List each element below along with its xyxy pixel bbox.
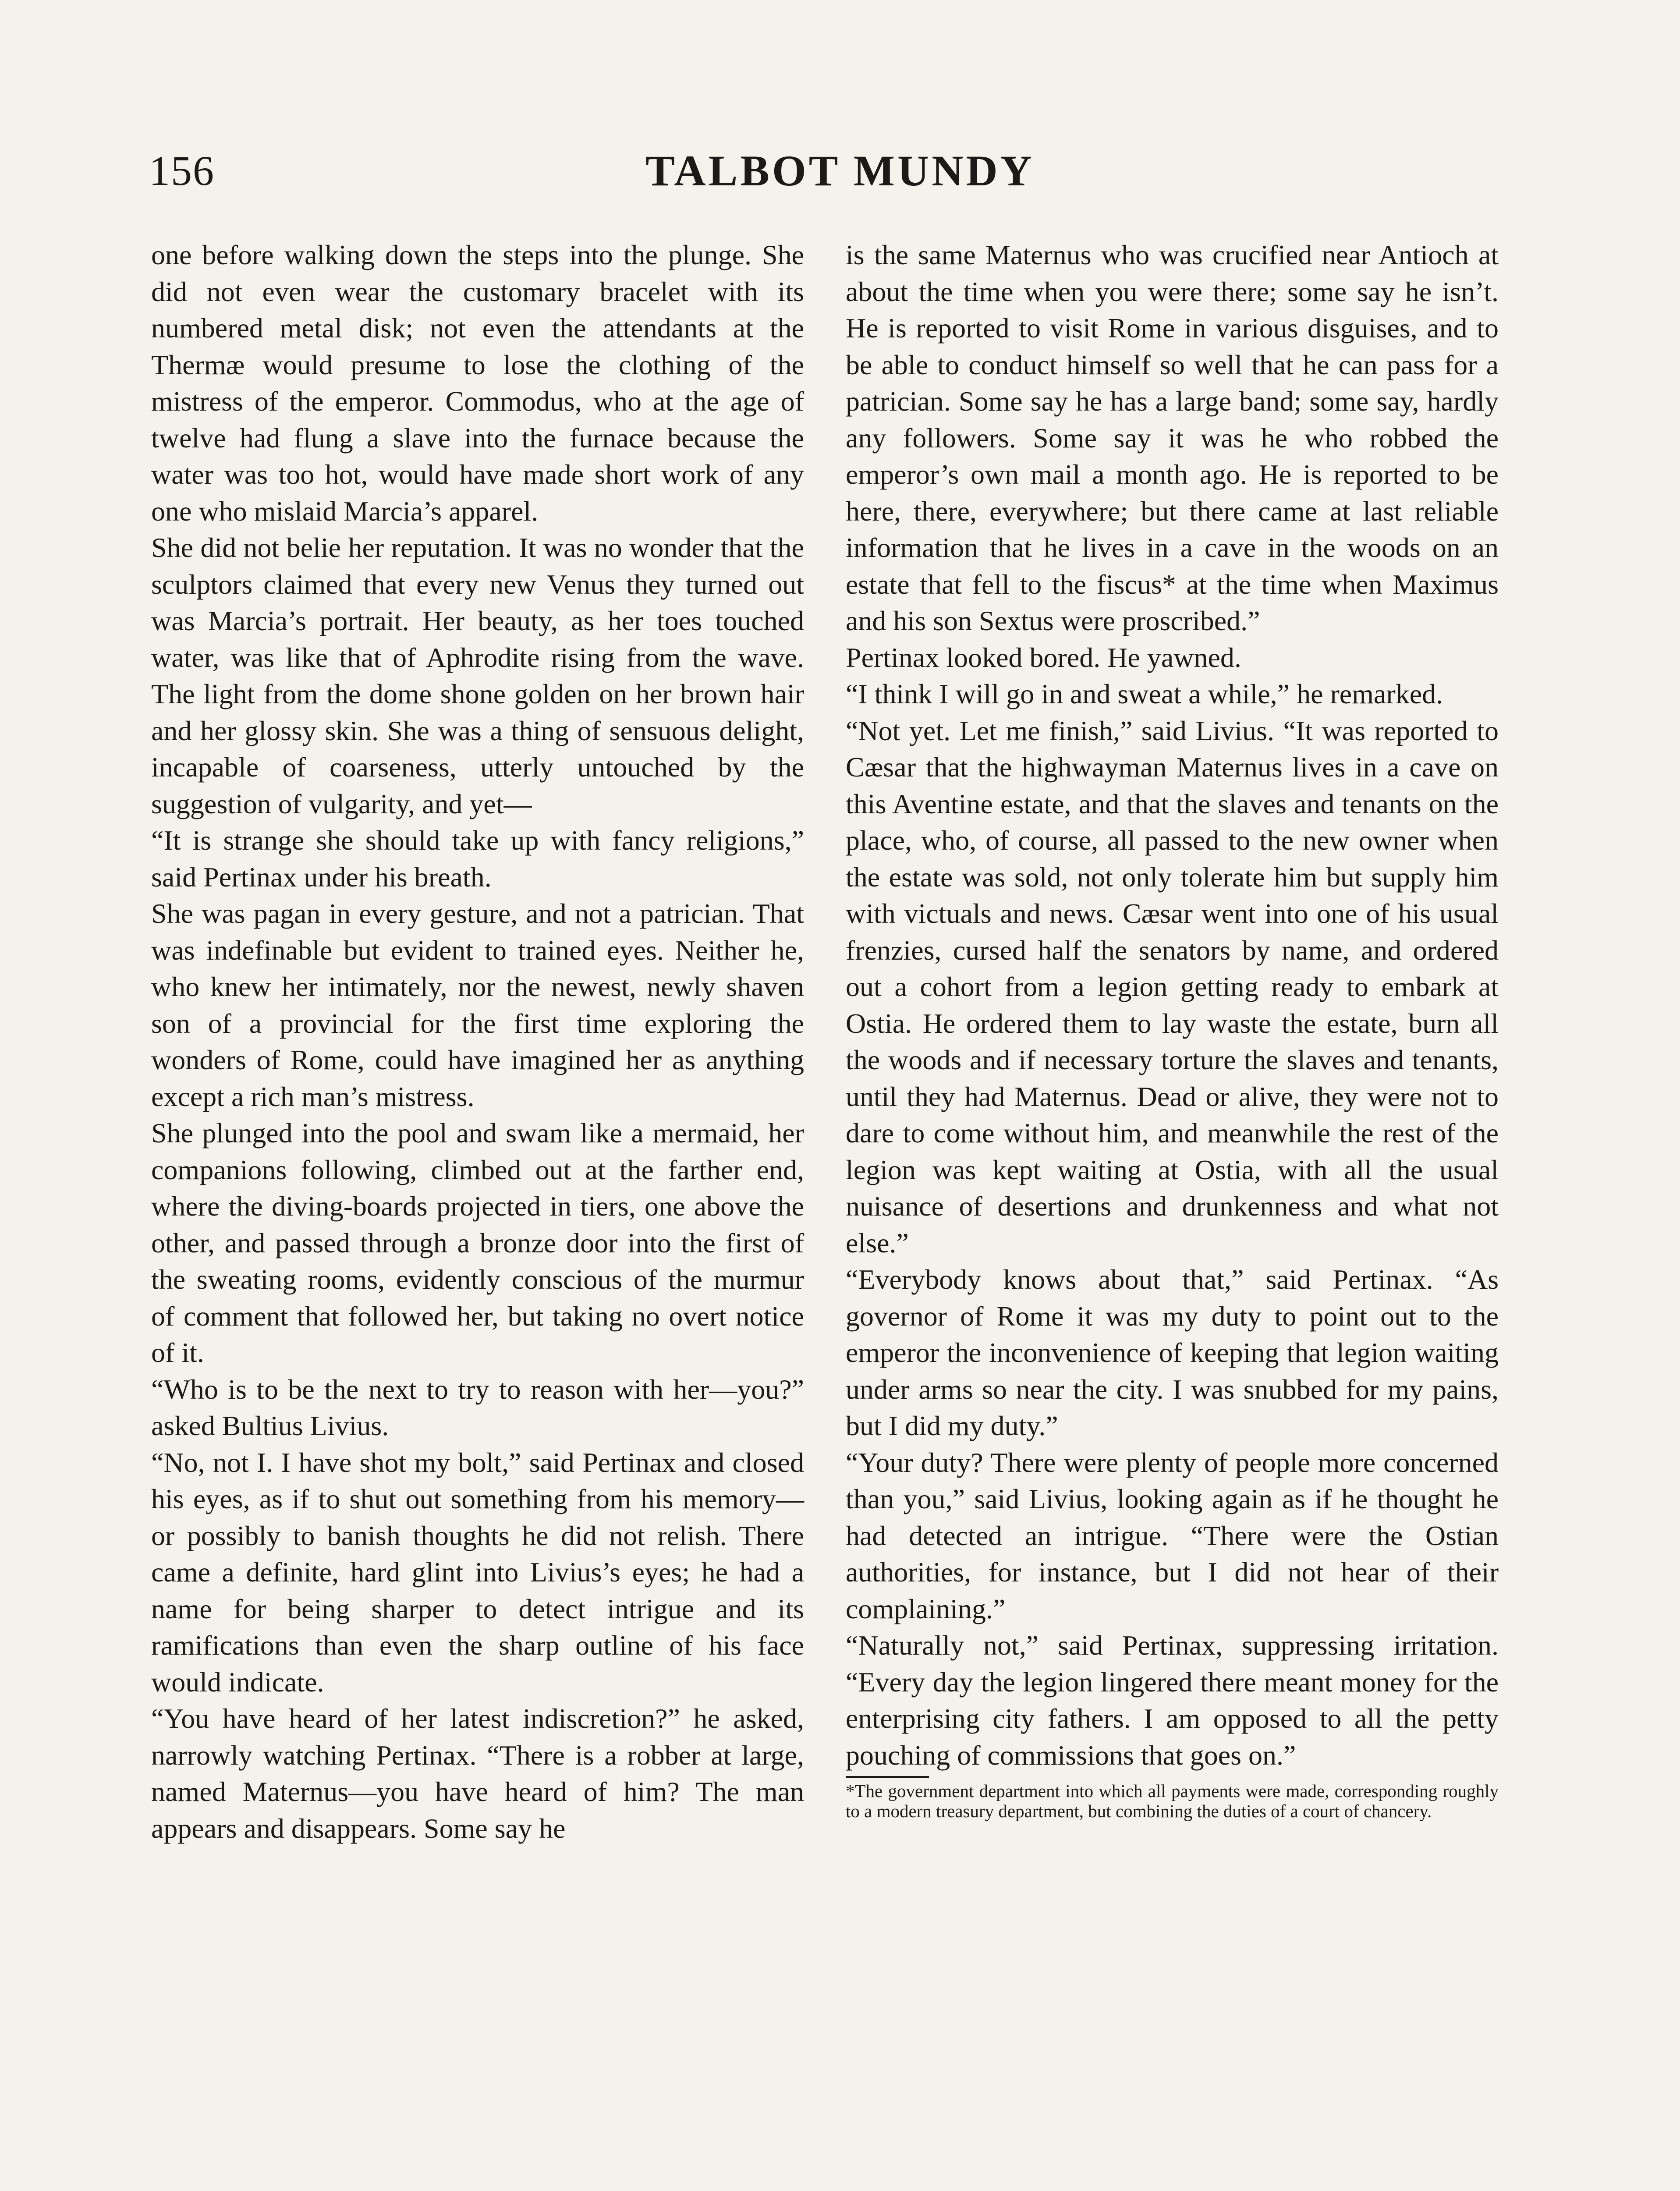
paragraph: She plunged into the pool and swam like a mermaid, her companions following, climbed out at the farther end, where the diving-boards projected in tiers, one above the other, and passed through a bronze door into the first of the sweating rooms, evidently conscious of the murmur of comment that followed her, but taking no overt notice of it.: [151, 1117, 804, 1368]
paragraph: “Everybody knows about that,” said Pertinax. “As governor of Rome it was my duty to point out to the emperor the inconvenience of keeping that legion waiting under arms so near the city. I was snubbed for my pains, but I did my duty.”: [846, 1264, 1499, 1441]
paragraph: “Naturally not,” said Pertinax, suppressing irritation. “Every day the legion lingered there meant money for the enterprising city fathers. I am opposed to all the petty pouching of commissions that goes on.”: [846, 1630, 1499, 1771]
running-head: TALBOT MUNDY: [645, 146, 1035, 195]
footnote-rule: [846, 1776, 929, 1778]
paragraph: “It is strange she should take up with fancy religions,” said Pertinax under his breath.: [151, 825, 804, 893]
paragraph: is the same Maternus who was crucified near Antioch at about the time when you were there; some say he isn’t. He is reported to visit Rome in various disguises, and to be able to conduct himself so well that he can pass for a patrician. Some say he has a large band; some say, hardly any followers. Some say it was he who robbed the emperor’s own mail a month ago. He is reported to be here, there, everywhere; but there came at last reliable information that he lives in a cave in the woods on an estate that fell to the fiscus* at the time when Maximus and his son Sextus were proscribed.”: [846, 239, 1499, 636]
page-header: [149, 145, 1531, 206]
paragraph: “Your duty? There were plenty of people more concerned than you,” said Livius, looking again as if he thought he had detected an intrigue. “There were the Ostian authorities, for instance, but I did not hear of their complaining.”: [846, 1446, 1499, 1624]
paragraph: She did not belie her reputation. It was no wonder that the sculptors claimed that every new Venus they turned out was Marcia’s portrait. Her beauty, as her toes touched water, was like that of Aphrodite rising from the wave. The light from the dome shone golden on her brown hair and her glossy skin. She was a thing of sensuous delight, incapable of coarseness, utterly untouched by the suggestion of vulgarity, and yet—: [151, 532, 804, 819]
left-column: [151, 237, 804, 1847]
footnote: *The government department into which all payments were made, corresponding roughly to a modern treasury department, but combining the duties of a court of chancery.: [846, 1781, 1499, 1821]
paragraph: “No, not I. I have shot my bolt,” said Pertinax and closed his eyes, as if to shut out something from his memory—or possibly to banish thoughts he did not relish. There came a definite, hard glint into Livius’s eyes; he had a name for being sharper to detect intrigue and its ramifications than even the sharp outline of his face would indicate.: [151, 1446, 804, 1698]
paragraph: Pertinax looked bored. He yawned.: [846, 642, 1241, 673]
paragraph: one before walking down the steps into the plunge. She did not even wear the customary bracelet with its numbered metal disk; not even the attendants at the Thermæ would presume to lose the clothing of the mistress of the emperor. Commodus, who at the age of twelve had flung a slave into the furnace because the water was too hot, would have made short work of any one who mislaid Marcia’s apparel.: [151, 239, 804, 527]
paragraph: “Who is to be the next to try to reason with her—you?” asked Bultius Livius.: [151, 1373, 804, 1441]
paragraph: “Not yet. Let me finish,” said Livius. “It was reported to Cæsar that the highwayman Maternus lives in a cave on this Aventine estate, and that the slaves and tenants on the place, who, of course, all passed to the new owner when the estate was sold, not only tolerate him but supply him with victuals and news. Cæsar went into one of his usual frenzies, cursed half the senators by name, and ordered out a cohort from a legion getting ready to embark at Ostia. He ordered them to lay waste the estate, burn all the woods and if necessary torture the slaves and tenants, until they had Maternus. Dead or alive, they were not to dare to come without him, and meanwhile the rest of the legion was kept waiting at Ostia, with all the usual nuisance of desertions and drunkenness and what not else.”: [846, 715, 1499, 1259]
page-number: 156: [149, 147, 215, 194]
right-column: [846, 237, 1499, 1821]
paragraph: “You have heard of her latest indiscretion?” he asked, narrowly watching Pertinax. “There is a robber at large, named Maternus—you have heard of him? The man appears and disappears. Some say he: [151, 1703, 804, 1844]
paragraph: She was pagan in every gesture, and not a patrician. That was indefinable but evident to trained eyes. Neither he, who knew her intimately, nor the newest, newly shaven son of a provincial for the first time exploring the wonders of Rome, could have imagined her as anything except a rich man’s mistress.: [151, 898, 804, 1112]
paragraph: “I think I will go in and sweat a while,” he remarked.: [846, 678, 1443, 709]
